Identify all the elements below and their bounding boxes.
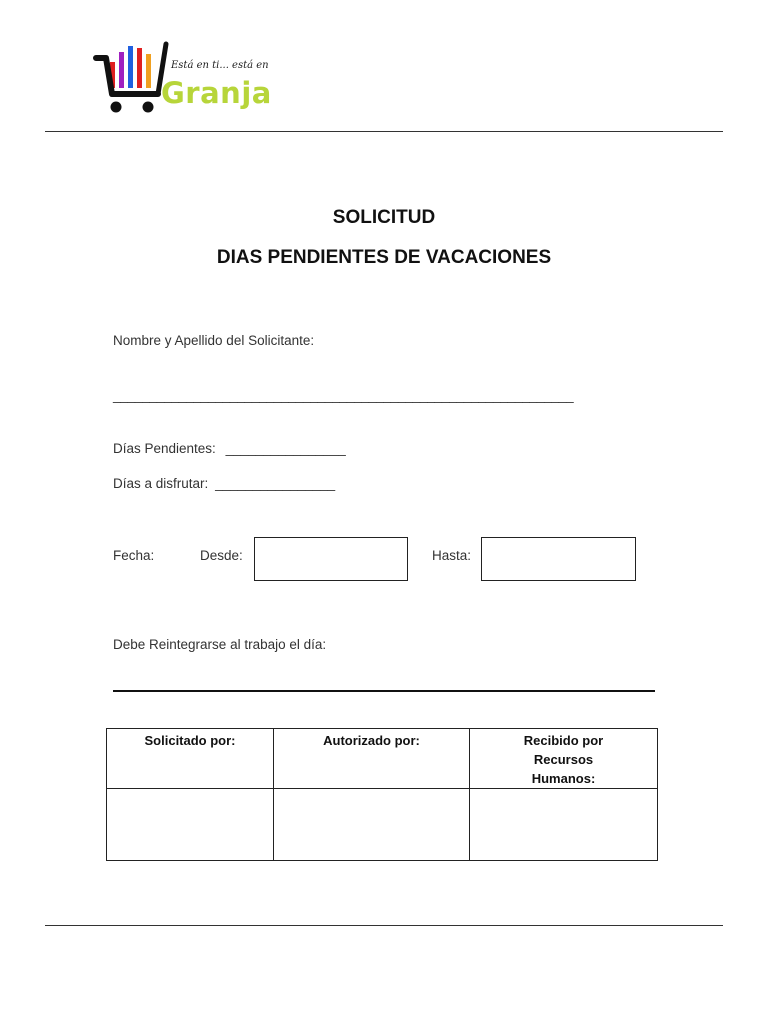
from-date-box[interactable]: [254, 537, 408, 581]
logo-brand: Granja: [161, 76, 272, 110]
shopping-cart-icon: [92, 34, 172, 124]
return-date-line[interactable]: [113, 690, 655, 692]
from-label: Desde:: [200, 548, 243, 563]
return-date-label: Debe Reintegrarse al trabajo el día:: [113, 637, 327, 652]
pending-days-line[interactable]: ________________: [225, 441, 346, 456]
footer-divider: [45, 925, 723, 926]
days-to-enjoy-field: [113, 476, 335, 491]
to-date-box[interactable]: [481, 537, 636, 581]
days-to-enjoy-line[interactable]: ________________: [215, 476, 336, 491]
logo-tagline: Está en ti... está en: [171, 60, 269, 71]
signature-header-row: [107, 729, 658, 789]
days-to-enjoy-label: Días a disfrutar:: [113, 476, 209, 491]
pending-days-field: [113, 441, 346, 456]
header-divider: [45, 131, 723, 132]
signature-table: [106, 728, 658, 861]
requested-by-signature-cell[interactable]: [107, 789, 274, 861]
pending-days-label: Días Pendientes:: [113, 441, 216, 456]
form-subtitle: DIAS PENDIENTES DE VACACIONES: [216, 247, 552, 268]
received-by-hr-header: Recibido por Recursos Humanos:: [470, 729, 658, 789]
authorized-by-header: Autorizado por:: [274, 729, 470, 789]
company-logo: [92, 34, 272, 124]
authorized-by-signature-cell[interactable]: [274, 789, 470, 861]
signature-row: [107, 789, 658, 861]
form-title: SOLICITUD: [332, 207, 436, 228]
received-by-hr-signature-cell[interactable]: [470, 789, 658, 861]
to-label: Hasta:: [432, 548, 472, 563]
requested-by-header: Solicitado por:: [107, 729, 274, 789]
name-label: Nombre y Apellido del Solicitante:: [113, 333, 315, 348]
date-label: Fecha:: [113, 548, 155, 563]
name-field-line[interactable]: _______________________________________________________________: [113, 388, 574, 403]
